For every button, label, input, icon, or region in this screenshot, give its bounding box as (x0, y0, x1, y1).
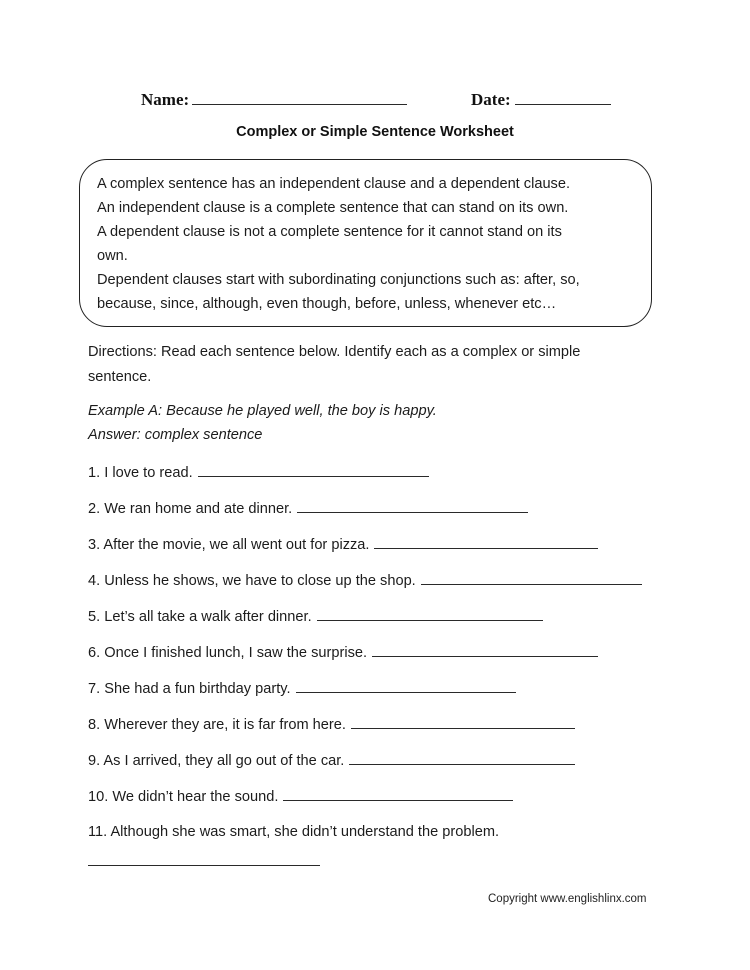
definition-line: A dependent clause is not a complete sentence for it cannot stand on its (97, 224, 562, 240)
question-4 (88, 571, 642, 590)
date-field[interactable] (515, 104, 611, 105)
question-text: 7. She had a fun birthday party. (88, 681, 291, 697)
question-6 (88, 643, 598, 662)
definition-line: because, since, although, even though, before, unless, whenever etc… (97, 296, 557, 312)
question-11 (88, 823, 499, 841)
question-9 (88, 751, 575, 770)
answer-line[interactable] (88, 852, 320, 866)
question-text: 6. Once I finished lunch, I saw the surprise. (88, 645, 368, 661)
answer-line[interactable] (349, 751, 575, 765)
example-sentence: Example A: Because he played well, the boy is happy. (88, 403, 437, 419)
answer-line[interactable] (297, 499, 528, 513)
directions-text-continued: sentence. (88, 369, 152, 385)
question-7 (88, 679, 516, 698)
question-10 (88, 787, 513, 806)
question-3 (88, 535, 598, 554)
question-text: 10. We didn’t hear the sound. (88, 789, 279, 805)
answer-line[interactable] (372, 643, 598, 657)
question-text: 9. As I arrived, they all go out of the car. (88, 753, 345, 769)
question-2 (88, 499, 528, 518)
answer-line[interactable] (283, 787, 513, 801)
question-text: 2. We ran home and ate dinner. (88, 501, 293, 517)
answer-line[interactable] (421, 571, 642, 585)
answer-line[interactable] (198, 463, 429, 477)
question-text: 8. Wherever they are, it is far from here. (88, 717, 346, 733)
question-text: 11. Although she was smart, she didn’t understand the problem. (88, 824, 500, 840)
directions-text: Directions: Read each sentence below. Identify each as a complex or simple (88, 344, 581, 360)
example-answer: Answer: complex sentence (88, 427, 263, 443)
worksheet-title: Complex or Simple Sentence Worksheet (236, 124, 514, 140)
definition-line: An independent clause is a complete sentence that can stand on its own. (97, 200, 569, 216)
question-1 (88, 463, 429, 482)
question-text: 1. I love to read. (88, 465, 193, 481)
answer-line[interactable] (296, 679, 516, 693)
definition-line: own. (97, 248, 128, 264)
name-field[interactable] (192, 104, 407, 105)
question-5 (88, 607, 543, 626)
question-text: 4. Unless he shows, we have to close up the shop. (88, 573, 416, 589)
question-text: 5. Let’s all take a walk after dinner. (88, 609, 312, 625)
name-label: Name: (141, 90, 190, 109)
date-label: Date: (471, 90, 511, 109)
question-text: 3. After the movie, we all went out for pizza. (88, 537, 370, 553)
definition-line: Dependent clauses start with subordinating conjunctions such as: after, so, (97, 272, 580, 288)
answer-line[interactable] (317, 607, 543, 621)
answer-line[interactable] (374, 535, 598, 549)
answer-line[interactable] (351, 715, 575, 729)
question-8 (88, 715, 575, 734)
definition-line: A complex sentence has an independent clause and a dependent clause. (97, 176, 571, 192)
copyright-text: Copyright www.englishlinx.com (488, 893, 647, 905)
